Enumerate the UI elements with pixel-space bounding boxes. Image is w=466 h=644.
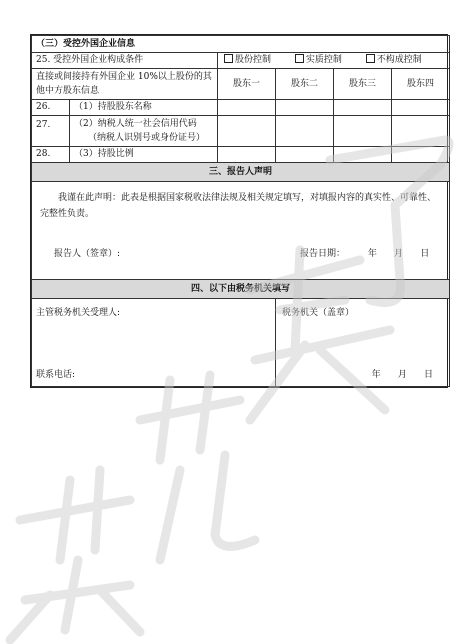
row28-cell-2[interactable] [276, 147, 334, 163]
shareholder-info-label: 直接或间接持有外国企业 10%以上股份的其他中方股东信息 [32, 69, 218, 100]
row27-cell-4[interactable] [392, 116, 450, 147]
tax-seal-cell [276, 299, 450, 387]
col-shareholder-3: 股东三 [334, 69, 392, 100]
declaration-signature-line [40, 248, 441, 262]
row27-cell-3[interactable] [334, 116, 392, 147]
watermark-stroke-2 [140, 375, 255, 560]
control-options [218, 53, 450, 69]
watermark-stroke-1 [10, 470, 140, 640]
checkbox-icon[interactable] [295, 54, 304, 63]
row28-num: 28. [32, 147, 70, 163]
tax-receiver[interactable]: 主管税务机关受理人: [36, 308, 121, 318]
row28-cell-1[interactable] [218, 147, 276, 163]
col-shareholder-1: 股东一 [218, 69, 276, 100]
checkbox-icon[interactable] [224, 54, 233, 63]
col-shareholder-2: 股东二 [276, 69, 334, 100]
tax-receiver-cell [32, 299, 276, 387]
section3-header: （三）受控外国企业信息 [32, 36, 450, 53]
declaration-text: 我谨在此声明：此表是根据国家税收法律法规及相关规定填写，对填报内容的真实性、可靠性、完整性负责。 [40, 193, 437, 219]
row28-cell-4[interactable] [392, 147, 450, 163]
report-form [30, 34, 448, 388]
row26-label: （1）持股股东名称 [70, 100, 218, 116]
report-date[interactable]: 报告日期： 年 月 日 [300, 249, 430, 259]
row26-cell-3[interactable] [334, 100, 392, 116]
tax-office-seal[interactable]: 税务机关（盖章） [282, 308, 355, 318]
option-no-control[interactable]: 不构成控制 [366, 54, 446, 67]
declaration-title: 三、报告人声明 [32, 163, 450, 182]
row25-label: 25. 受控外国企业构成条件 [32, 53, 218, 69]
row26-cell-2[interactable] [276, 100, 334, 116]
row27-cell-1[interactable] [218, 116, 276, 147]
row26-cell-4[interactable] [392, 100, 450, 116]
row27-cell-2[interactable] [276, 116, 334, 147]
checkbox-icon[interactable] [366, 54, 375, 63]
row27-num: 27. [32, 116, 70, 147]
option-substantive-control[interactable]: 实质控制 [295, 54, 363, 67]
row27-label: （2）纳税人统一社会信用代码 [74, 119, 197, 129]
row26-num: 26. [32, 100, 70, 116]
reporter-signature[interactable]: 报告人（签章）: [54, 249, 121, 259]
row27-label-sub: （纳税人识别号或身份证号） [88, 133, 206, 143]
declaration-body [32, 182, 450, 280]
row27-label-cell [70, 116, 218, 147]
tax-office-date[interactable]: 年 月 日 [371, 370, 434, 380]
row26-cell-1[interactable] [218, 100, 276, 116]
form-table [31, 35, 450, 387]
row28-cell-3[interactable] [334, 147, 392, 163]
col-shareholder-4: 股东四 [392, 69, 450, 100]
contact-phone[interactable]: 联系电话: [36, 370, 76, 380]
option-share-control[interactable]: 股份控制 [224, 54, 292, 67]
tax-office-title: 四、以下由税务机关填写 [32, 280, 450, 299]
row28-label: （3）持股比例 [70, 147, 218, 163]
